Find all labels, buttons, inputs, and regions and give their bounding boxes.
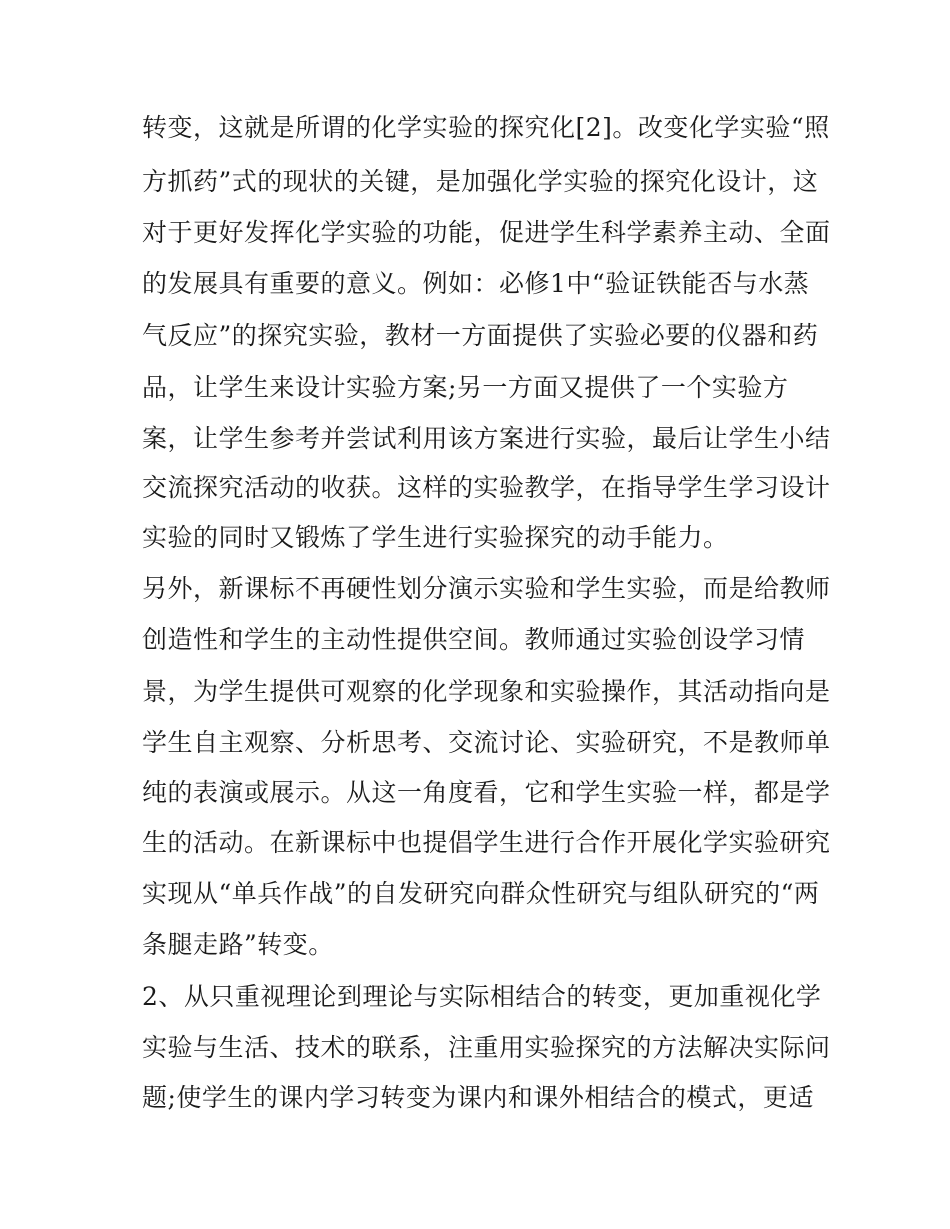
- text-line: 另外，新课标不再硬性划分演示实验和学生实验，而是给教师: [142, 574, 831, 603]
- text-line: 交流探究活动的收获。这样的实验教学，在指导学生学习设计: [142, 473, 831, 502]
- text-line: 的发展具有重要的意义。例如：必修1中“验证铁能否与水蒸: [142, 269, 810, 298]
- text-line: 气反应”的探究实验，教材一方面提供了实验必要的仪器和药: [142, 321, 819, 350]
- text-line: 转变，这就是所谓的化学实验的探究化[2]。改变化学实验“照: [142, 113, 830, 142]
- text-line: 方抓药”式的现状的关键，是加强化学实验的探究化设计，这: [142, 167, 819, 196]
- text-line: 实现从“单兵作战”的自发研究向群众性研究与组队研究的“两: [142, 879, 820, 908]
- text-line: 题;使学生的课内学习转变为课内和课外相结合的模式，更适: [142, 1083, 814, 1112]
- text-line: 生的活动。在新课标中也提倡学生进行合作开展化学实验研究: [142, 828, 831, 857]
- text-line: 案，让学生参考并尝试利用该方案进行实验，最后让学生小结: [142, 424, 831, 453]
- text-line: 实验与生活、技术的联系，注重用实验探究的方法解决实际问: [142, 1033, 831, 1062]
- text-line: 条腿走路”转变。: [142, 930, 334, 959]
- text-line: 对于更好发挥化学实验的功能，促进学生科学素养主动、全面: [142, 218, 831, 247]
- text-line: 2、从只重视理论到理论与实际相结合的转变，更加重视化学: [142, 982, 822, 1011]
- text-line: 实验的同时又锻炼了学生进行实验探究的动手能力。: [142, 523, 729, 552]
- text-line: 品，让学生来设计实验方案;另一方面又提供了一个实验方: [142, 373, 789, 402]
- text-line: 景，为学生提供可观察的化学现象和实验操作，其活动指向是: [142, 677, 831, 706]
- text-line: 学生自主观察、分析思考、交流讨论、实验研究，不是教师单: [142, 728, 831, 757]
- text-line: 纯的表演或展示。从这一角度看，它和学生实验一样，都是学: [142, 778, 831, 807]
- text-line: 创造性和学生的主动性提供空间。教师通过实验创设学习情: [142, 625, 806, 654]
